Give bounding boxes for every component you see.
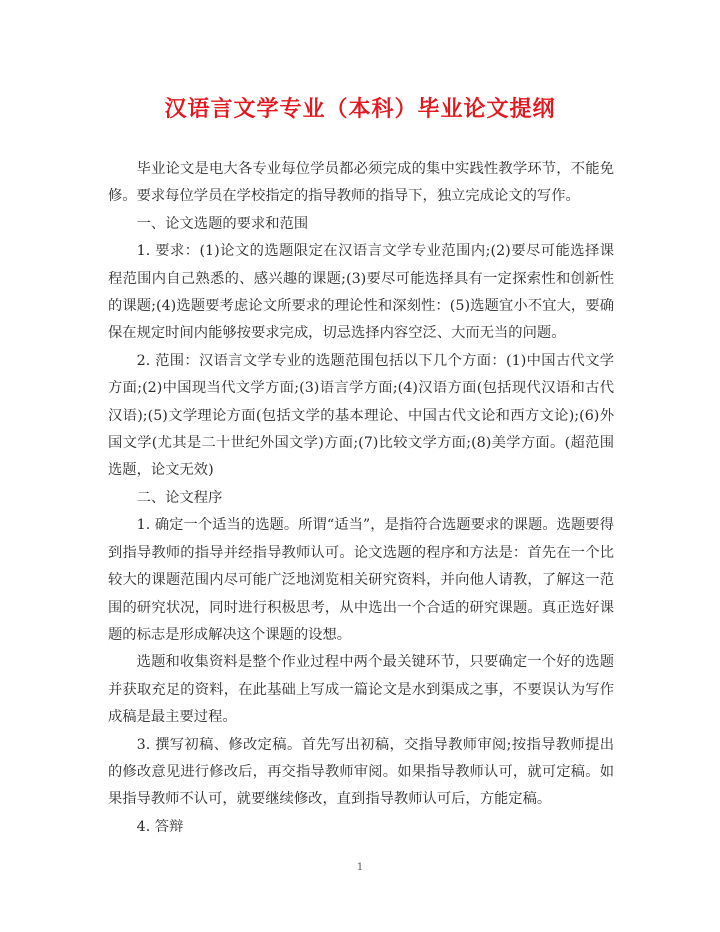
document-title: 汉语言文学专业（本科）毕业论文提纲 — [164, 97, 556, 122]
paragraph-topic-selection: 1. 确定一个适当的选题。所谓“适当”，是指符合选题要求的课题。选题要得到指导教师的指导并经指导教师认可。论文选题的程序和方法是：首先在一个比较大的课题范围内尽可能广泛地浏览相关研究资料，并向他人请教，了解这一范围的研究状况，同时进行积极思考，从中选出一个合适的研究课题。真正选好课题的标志是形成解决这个课题的设想。 — [108, 517, 614, 643]
paragraph-materials: 选题和收集资料是整个作业过程中两个最关键环节，只要确定一个好的选题并获取充足的资料，在此基础上写成一篇论文是水到渠成之事，不要误认为写作成稿是最主要过程。 — [108, 654, 614, 726]
paragraph-scope: 2. 范围：汉语言文学专业的选题范围包括以下几个方面：(1)中国古代文学方面;(2)中国现当代文学方面;(3)语言学方面;(4)汉语方面(包括现代汉语和古代汉语);(5)文学理论方面(包括文学的基本理论、中国古代文论和西方文论);(6)外国文学(尤其是二十世纪外国文学)方面;(7)比较文学方面;(8)美学方面。(超范围选题，论文无效) — [108, 352, 614, 479]
paragraph-requirements: 1. 要求：(1)论文的选题限定在汉语言文学专业范围内;(2)要尽可能选择课程范围内自己熟悉的、感兴趣的课题;(3)要尽可能选择具有一定探索性和创新性的课题;(4)选题要考虑论文所要求的理论性和深刻性：(5)选题宜小不宜大，要确保在规定时间内能够按要求完成，切忌选择内容空泛、大而无当的问题。 — [108, 243, 614, 342]
section-heading-2: 二、论文程序 — [136, 489, 223, 506]
page-number: 1 — [356, 862, 364, 873]
section-heading-1: 一、论文选题的要求和范围 — [136, 215, 309, 232]
document-body — [108, 156, 614, 841]
paragraph-intro: 毕业论文是电大各专业每位学员都必须完成的集中实践性教学环节，不能免修。要求每位学员在学校指定的指导教师的指导下，独立完成论文的写作。 — [108, 161, 614, 205]
paragraph-drafting: 3. 撰写初稿、修改定稿。首先写出初稿，交指导教师审阅;按指导教师提出的修改意见进行修改后，再交指导教师审阅。如果指导教师认可，就可定稿。如果指导教师不认可，就要继续修改，直到指导教师认可后，方能定稿。 — [108, 736, 614, 808]
paragraph-defense: 4. 答辩 — [136, 818, 184, 835]
